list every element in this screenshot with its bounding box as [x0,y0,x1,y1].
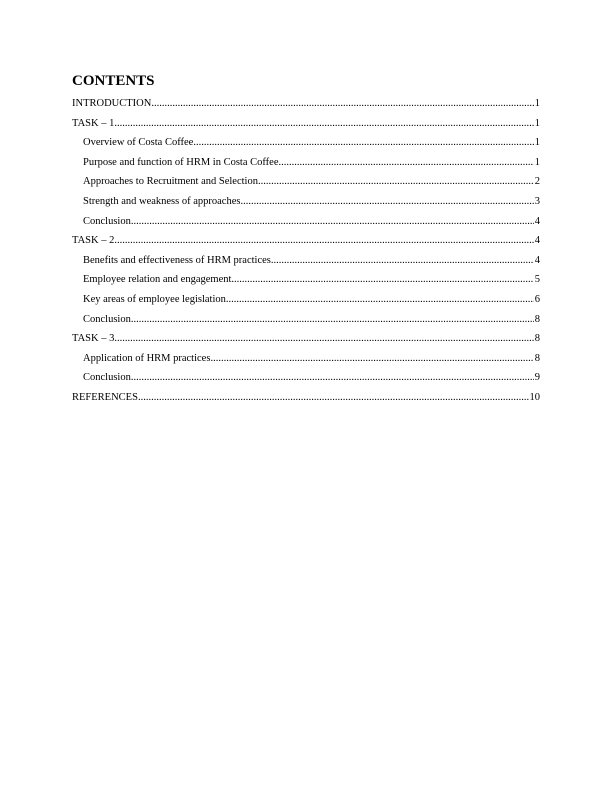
toc-entry-label: TASK – 2 [72,235,115,247]
toc-entry-page: 1 [534,156,540,168]
toc-entry-label: Conclusion [83,372,131,384]
toc-leader-dots [271,251,534,271]
toc-leader-dots [279,153,534,173]
toc-subentry[interactable] [72,290,540,310]
toc-entry-page: 10 [529,391,540,403]
toc-entry[interactable] [72,231,540,251]
toc-leader-dots [193,133,533,153]
document-page [72,72,540,408]
toc-entry-label: Overview of Costa Coffee [83,137,194,149]
table-of-contents [72,94,540,408]
toc-leader-dots [131,212,534,232]
toc-entry-label: TASK – 3 [72,333,115,345]
toc-leader-dots [114,329,533,349]
toc-leader-dots [258,172,534,192]
toc-entry-label: Key areas of employee legislation [83,293,226,305]
toc-entry-label: Conclusion [83,313,131,325]
toc-subentry[interactable] [72,368,540,388]
toc-subentry[interactable] [72,172,540,192]
toc-leader-dots [151,94,533,114]
toc-entry-page: 9 [534,372,540,384]
toc-entry-page: 8 [534,313,540,325]
toc-entry-label: Application of HRM practices [83,352,211,364]
toc-entry[interactable] [72,388,540,408]
toc-entry-label: Employee relation and engagement [83,274,232,286]
toc-leader-dots [231,270,533,290]
toc-entry-page: 3 [534,195,540,207]
toc-entry-label: REFERENCES [72,391,138,403]
toc-entry-page: 1 [534,98,540,109]
toc-entry[interactable] [72,94,540,114]
toc-entry-page: 6 [534,293,540,305]
toc-subentry[interactable] [72,133,540,153]
toc-entry-page: 4 [534,235,540,247]
toc-entry-page: 8 [534,333,540,345]
toc-leader-dots [210,349,533,369]
toc-heading: CONTENTS [72,73,155,89]
toc-leader-dots [240,192,533,212]
toc-leader-dots [131,368,534,388]
toc-entry-page: 1 [534,117,540,129]
toc-entry[interactable] [72,329,540,349]
toc-subentry[interactable] [72,310,540,330]
toc-entry-page: 5 [534,274,540,286]
toc-subentry[interactable] [72,153,540,173]
toc-entry-label: Benefits and effectiveness of HRM practices [83,254,271,266]
toc-entry-label: TASK – 1 [72,117,115,129]
toc-subentry[interactable] [72,270,540,290]
toc-leader-dots [114,231,533,251]
toc-subentry[interactable] [72,192,540,212]
toc-leader-dots [226,290,534,310]
toc-entry-page: 8 [534,352,540,364]
toc-entry-label: Strength and weakness of approaches [83,195,241,207]
toc-entry-label: Conclusion [83,215,131,227]
toc-entry-page: 4 [534,254,540,266]
toc-leader-dots [131,310,534,330]
toc-entry-page: 2 [534,176,540,188]
toc-subentry[interactable] [72,251,540,271]
toc-leader-dots [138,388,529,408]
toc-entry-page: 4 [534,215,540,227]
toc-entry-page: 1 [534,137,540,149]
toc-entry-label: Approaches to Recruitment and Selection [83,176,258,188]
toc-entry-label: Purpose and function of HRM in Costa Coffee [83,156,279,168]
toc-entry-label: INTRODUCTION [72,98,152,109]
toc-subentry[interactable] [72,212,540,232]
toc-leader-dots [114,114,533,134]
toc-entry[interactable] [72,114,540,134]
toc-subentry[interactable] [72,349,540,369]
